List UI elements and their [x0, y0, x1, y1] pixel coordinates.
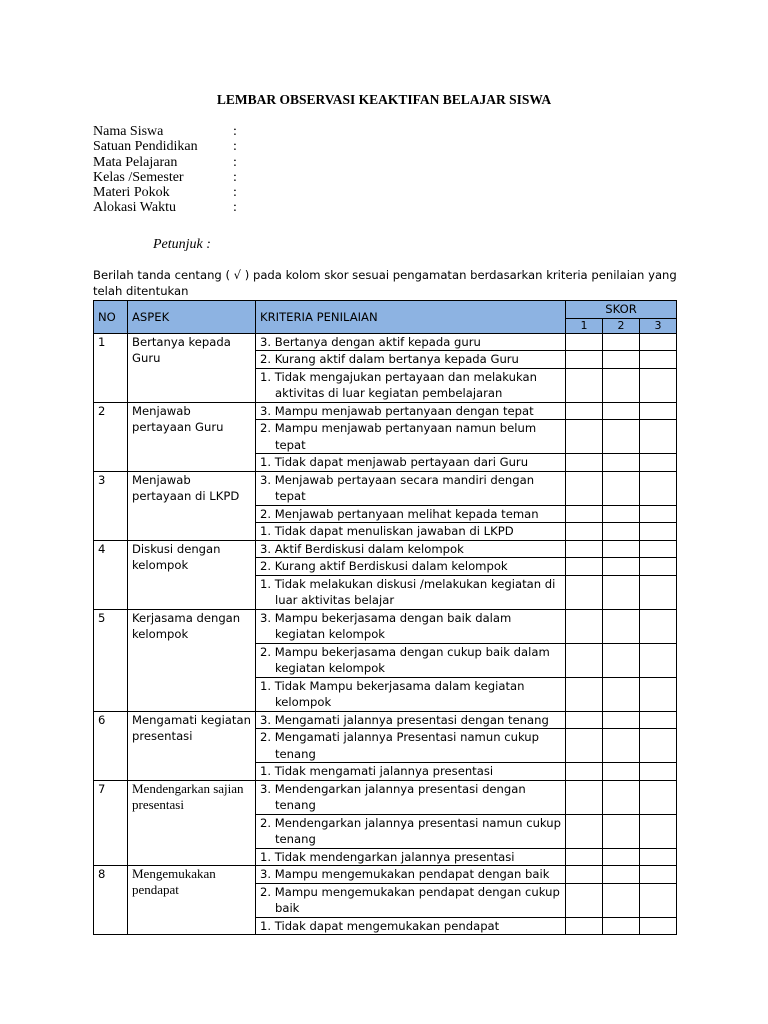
- header-skor-2: 2: [603, 318, 640, 333]
- kriteria-cell: [256, 454, 566, 472]
- kriteria-cell: [256, 763, 566, 781]
- score-cell-2[interactable]: [603, 523, 640, 541]
- score-cell-3[interactable]: [640, 609, 677, 643]
- score-cell-2[interactable]: [603, 883, 640, 917]
- score-cell-2[interactable]: [603, 540, 640, 558]
- aspek-cell: Menjawab pertayaan Guru: [128, 402, 256, 471]
- score-cell-1[interactable]: [566, 505, 603, 523]
- score-cell-2[interactable]: [603, 420, 640, 454]
- header-skor-3: 3: [640, 318, 677, 333]
- score-cell-1[interactable]: [566, 609, 603, 643]
- score-cell-3[interactable]: [640, 866, 677, 884]
- kriteria-text: 1. Tidak mengamati jalannya presentasi: [260, 764, 494, 778]
- info-label: Nama Siswa: [93, 124, 164, 139]
- score-cell-1[interactable]: [566, 711, 603, 729]
- kriteria-cell: [256, 609, 566, 643]
- aspek-cell: Menjawab pertayaan di LKPD: [128, 471, 256, 540]
- score-cell-3[interactable]: [640, 883, 677, 917]
- score-cell-3[interactable]: [640, 402, 677, 420]
- score-cell-2[interactable]: [603, 471, 640, 505]
- score-cell-1[interactable]: [566, 420, 603, 454]
- score-cell-3[interactable]: [640, 558, 677, 576]
- score-cell-2[interactable]: [603, 333, 640, 351]
- kriteria-cell: [256, 883, 566, 917]
- score-cell-3[interactable]: [640, 575, 677, 609]
- kriteria-text: 2. Kurang aktif dalam bertanya kepada Guru: [260, 352, 519, 366]
- student-info-block: [93, 124, 237, 216]
- kriteria-cell: [256, 575, 566, 609]
- score-cell-1[interactable]: [566, 402, 603, 420]
- row-number: 3: [94, 471, 128, 540]
- row-number: 7: [94, 780, 128, 866]
- info-label: Mata Pelajaran: [93, 154, 178, 170]
- kriteria-text: 1. Tidak mengajukan pertayaan dan melakukan aktivitas di luar kegiatan pembelajaran: [260, 369, 537, 400]
- score-cell-1[interactable]: [566, 729, 603, 763]
- score-cell-2[interactable]: [603, 351, 640, 369]
- kriteria-cell: [256, 814, 566, 848]
- kriteria-cell: [256, 420, 566, 454]
- aspek-cell: Diskusi dengan kelompok: [128, 540, 256, 609]
- score-cell-3[interactable]: [640, 523, 677, 541]
- row-number: 2: [94, 402, 128, 471]
- score-cell-3[interactable]: [640, 780, 677, 814]
- table-row: [94, 711, 677, 729]
- info-separator: :: [233, 185, 237, 201]
- petunjuk-heading: Petunjuk :: [153, 237, 211, 252]
- score-cell-3[interactable]: [640, 368, 677, 402]
- score-cell-3[interactable]: [640, 643, 677, 677]
- score-cell-1[interactable]: [566, 575, 603, 609]
- header-skor: SKOR: [566, 301, 677, 319]
- kriteria-text: 3. Mampu mengemukakan pendapat dengan baik: [260, 867, 550, 881]
- kriteria-cell: [256, 368, 566, 402]
- score-cell-3[interactable]: [640, 917, 677, 935]
- score-cell-1[interactable]: [566, 471, 603, 505]
- aspek-cell: Mengamati kegiatan presentasi: [128, 711, 256, 780]
- kriteria-text: 3. Mengamati jalannya presentasi dengan tenang: [260, 712, 549, 727]
- score-cell-2[interactable]: [603, 558, 640, 576]
- kriteria-cell: [256, 711, 566, 729]
- kriteria-text: 2. Mengamati jalannya Presentasi namun cukup tenang: [260, 730, 540, 761]
- kriteria-text: 2. Mampu menjawab pertanyaan namun belum tepat: [260, 421, 537, 452]
- score-cell-2[interactable]: [603, 848, 640, 866]
- score-cell-1[interactable]: [566, 780, 603, 814]
- score-cell-1[interactable]: [566, 866, 603, 884]
- info-label: Satuan Pendidikan: [93, 139, 198, 155]
- score-cell-1[interactable]: [566, 351, 603, 369]
- score-cell-1[interactable]: [566, 677, 603, 711]
- aspek-cell: Kerjasama dengan kelompok: [128, 609, 256, 711]
- info-row-alokasi-waktu: [93, 200, 237, 215]
- aspek-cell: Mengemukakan pendapat: [128, 866, 256, 935]
- header-no: NO: [94, 301, 128, 334]
- kriteria-cell: [256, 558, 566, 576]
- kriteria-text: 2. Mampu mengemukakan pendapat dengan cukup baik: [260, 884, 560, 915]
- kriteria-text: 1. Tidak dapat mengemukakan pendapat: [260, 918, 500, 933]
- kriteria-text: 3. Mampu menjawab pertanyaan dengan tepat: [260, 403, 534, 418]
- score-cell-2[interactable]: [603, 780, 640, 814]
- info-label: Materi Pokok: [93, 185, 170, 201]
- score-cell-2[interactable]: [603, 575, 640, 609]
- score-cell-2[interactable]: [603, 454, 640, 472]
- table-row: [94, 540, 677, 558]
- score-cell-3[interactable]: [640, 677, 677, 711]
- kriteria-cell: [256, 780, 566, 814]
- kriteria-cell: [256, 677, 566, 711]
- table-row: [94, 609, 677, 643]
- table-row: [94, 780, 677, 814]
- info-row-materi-pokok: [93, 185, 237, 200]
- kriteria-text: 2. Mampu bekerjasama dengan cukup baik dalam kegiatan kelompok: [260, 644, 550, 675]
- kriteria-cell: [256, 917, 566, 935]
- info-row-mata-pelajaran: [93, 155, 237, 170]
- score-cell-2[interactable]: [603, 866, 640, 884]
- score-cell-3[interactable]: [640, 540, 677, 558]
- aspek-cell: Bertanya kepada Guru: [128, 333, 256, 402]
- table-row: [94, 471, 677, 505]
- score-cell-3[interactable]: [640, 351, 677, 369]
- kriteria-text: 1. Tidak dapat menuliskan jawaban di LKPD: [260, 524, 514, 538]
- info-row-satuan-pendidikan: [93, 139, 237, 154]
- kriteria-cell: [256, 866, 566, 884]
- kriteria-text: 1. Tidak Mampu bekerjasama dalam kegiatan kelompok: [260, 678, 525, 709]
- score-cell-2[interactable]: [603, 763, 640, 781]
- score-cell-1[interactable]: [566, 333, 603, 351]
- kriteria-text: 3. Mampu bekerjasama dengan baik dalam kegiatan kelompok: [260, 610, 512, 641]
- kriteria-cell: [256, 333, 566, 351]
- info-label: Kelas /Semester: [93, 169, 184, 185]
- header-skor-1: 1: [566, 318, 603, 333]
- kriteria-text: 2. Mendengarkan jalannya presentasi namun cukup tenang: [260, 815, 561, 846]
- row-number: 1: [94, 333, 128, 402]
- kriteria-text: 3. Bertanya dengan aktif kepada guru: [260, 334, 481, 349]
- score-cell-3[interactable]: [640, 420, 677, 454]
- score-cell-2[interactable]: [603, 711, 640, 729]
- table-row: [94, 333, 677, 351]
- score-cell-3[interactable]: [640, 848, 677, 866]
- score-cell-1[interactable]: [566, 558, 603, 576]
- row-number: 4: [94, 540, 128, 609]
- kriteria-text: 3. Aktif Berdiskusi dalam kelompok: [260, 541, 464, 556]
- kriteria-cell: [256, 643, 566, 677]
- row-number: 5: [94, 609, 128, 711]
- kriteria-text: 1. Tidak mendengarkan jalannya presentasi: [260, 849, 515, 864]
- table-row: [94, 402, 677, 420]
- score-cell-1[interactable]: [566, 848, 603, 866]
- kriteria-cell: [256, 523, 566, 541]
- score-cell-1[interactable]: [566, 643, 603, 677]
- row-number: 8: [94, 866, 128, 935]
- kriteria-text: 3. Menjawab pertayaan secara mandiri dengan tepat: [260, 472, 535, 503]
- kriteria-cell: [256, 729, 566, 763]
- score-cell-3[interactable]: [640, 505, 677, 523]
- observation-table: [93, 300, 677, 935]
- table-body: [94, 333, 677, 935]
- kriteria-cell: [256, 848, 566, 866]
- score-cell-3[interactable]: [640, 471, 677, 505]
- score-cell-1[interactable]: [566, 454, 603, 472]
- info-row-nama-siswa: [93, 124, 237, 139]
- score-cell-2[interactable]: [603, 505, 640, 523]
- kriteria-text: 1. Tidak dapat menjawab pertayaan dari Guru: [260, 455, 529, 469]
- info-separator: :: [233, 200, 237, 216]
- score-cell-3[interactable]: [640, 729, 677, 763]
- score-cell-1[interactable]: [566, 368, 603, 402]
- kriteria-cell: [256, 402, 566, 420]
- score-cell-1[interactable]: [566, 814, 603, 848]
- kriteria-text: 1. Tidak melakukan diskusi /melakukan kegiatan di luar aktivitas belajar: [260, 576, 556, 607]
- kriteria-cell: [256, 471, 566, 505]
- score-cell-1[interactable]: [566, 540, 603, 558]
- score-cell-2[interactable]: [603, 368, 640, 402]
- document-title: LEMBAR OBSERVASI KEAKTIFAN BELAJAR SISWA: [216, 92, 552, 107]
- score-cell-1[interactable]: [566, 763, 603, 781]
- kriteria-text: 2. Kurang aktif Berdiskusi dalam kelompok: [260, 559, 508, 573]
- score-cell-2[interactable]: [603, 402, 640, 420]
- info-label: Alokasi Waktu: [93, 200, 176, 216]
- score-cell-3[interactable]: [640, 454, 677, 472]
- info-separator: :: [233, 154, 237, 170]
- kriteria-text: 2. Menjawab pertanyaan melihat kepada teman: [260, 506, 539, 521]
- score-cell-1[interactable]: [566, 917, 603, 935]
- score-cell-1[interactable]: [566, 883, 603, 917]
- kriteria-cell: [256, 351, 566, 369]
- score-cell-2[interactable]: [603, 643, 640, 677]
- table-row: [94, 866, 677, 884]
- info-separator: :: [233, 139, 237, 155]
- score-cell-3[interactable]: [640, 711, 677, 729]
- score-cell-2[interactable]: [603, 814, 640, 848]
- kriteria-text: 3. Mendengarkan jalannya presentasi dengan tenang: [260, 781, 526, 812]
- score-cell-2[interactable]: [603, 609, 640, 643]
- aspek-cell: Mendengarkan sajian presentasi: [128, 780, 256, 866]
- header-kriteria: KRITERIA PENILAIAN: [256, 301, 566, 334]
- instruction-text: Berilah tanda centang ( √ ) pada kolom skor sesuai pengamatan berdasarkan kriteria penilaian yang telah ditentukan: [93, 268, 677, 298]
- kriteria-cell: [256, 540, 566, 558]
- row-number: 6: [94, 711, 128, 780]
- info-row-kelas-semester: [93, 170, 237, 185]
- score-cell-3[interactable]: [640, 814, 677, 848]
- score-cell-1[interactable]: [566, 523, 603, 541]
- score-cell-3[interactable]: [640, 763, 677, 781]
- score-cell-2[interactable]: [603, 917, 640, 935]
- info-separator: :: [233, 169, 237, 185]
- header-aspek: ASPEK: [128, 301, 256, 334]
- info-separator: :: [233, 124, 237, 139]
- score-cell-2[interactable]: [603, 677, 640, 711]
- kriteria-cell: [256, 505, 566, 523]
- score-cell-2[interactable]: [603, 729, 640, 763]
- score-cell-3[interactable]: [640, 333, 677, 351]
